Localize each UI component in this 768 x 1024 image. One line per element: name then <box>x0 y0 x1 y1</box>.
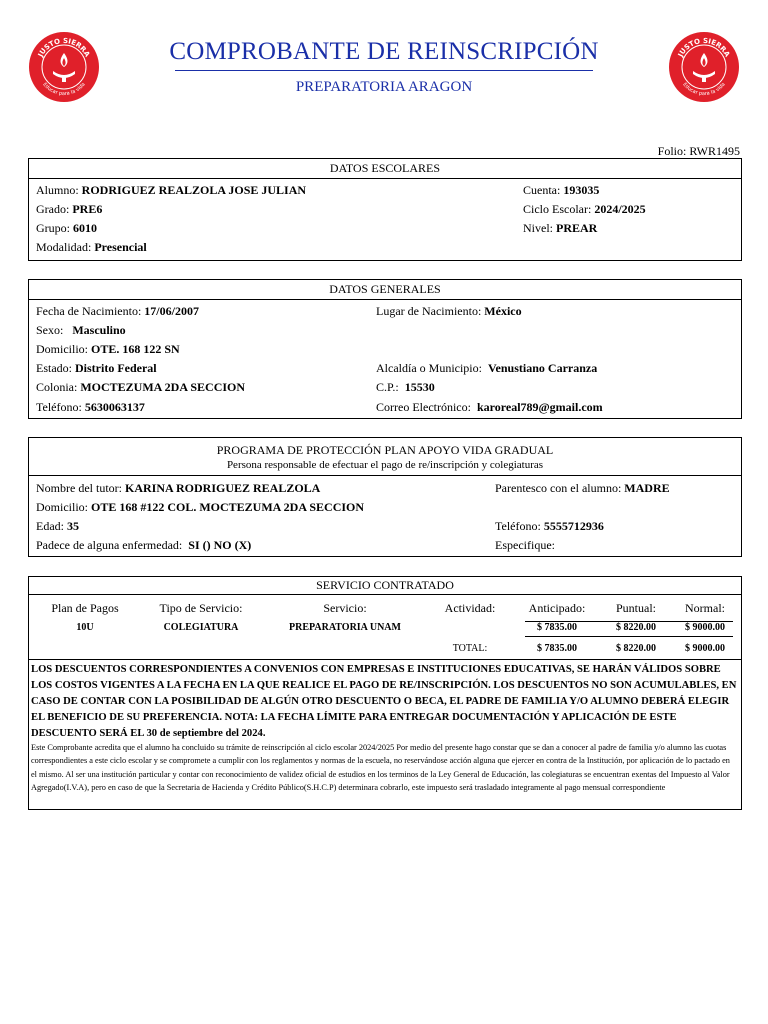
fecha-nacimiento-field: Fecha de Nacimiento: 17/06/2007 <box>36 304 199 318</box>
enfermedad-field: Padece de alguna enfermedad: SI () NO (X) <box>36 538 252 552</box>
cell-servicio: PREPARATORIA UNAM <box>289 622 401 633</box>
total-normal: $ 9000.00 <box>685 643 725 654</box>
justo-sierra-logo-right <box>668 31 740 103</box>
sexo-field: Sexo: Masculino <box>36 323 126 337</box>
grupo-field: Grupo: 6010 <box>36 221 97 235</box>
parentesco-field: Parentesco con el alumno: MADRE <box>495 481 670 495</box>
alumno-field: Alumno: RODRIGUEZ REALZOLA JOSE JULIAN <box>36 183 307 197</box>
title-underline <box>175 70 593 71</box>
row-top-rule <box>525 621 733 622</box>
header-servicio: Servicio: <box>323 601 367 615</box>
header-actividad: Actividad: <box>444 601 496 615</box>
justo-sierra-logo-left <box>28 31 100 103</box>
correo-field: Correo Electrónico: karoreal789@gmail.com <box>376 400 603 414</box>
folio: Folio: RWR1495 <box>657 144 740 158</box>
datos-generales-section <box>28 279 742 419</box>
domicilio-field: Domicilio: OTE. 168 122 SN <box>36 342 180 356</box>
page-subtitle: PREPARATORIA ARAGON <box>295 79 473 95</box>
alcaldia-field: Alcaldía o Municipio: Venustiano Carranza <box>376 361 598 375</box>
tutor-telefono-field: Teléfono: 5555712936 <box>495 519 604 533</box>
programa-proteccion-section <box>28 437 742 557</box>
header-plan: Plan de Pagos <box>51 601 119 615</box>
logo-text-top: JUSTO SIERRA <box>676 36 732 59</box>
cell-normal: $ 9000.00 <box>685 622 725 633</box>
datos-escolares-section <box>28 158 742 261</box>
logo-text-top: JUSTO SIERRA <box>36 36 92 59</box>
lugar-nacimiento-field: Lugar de Nacimiento: México <box>376 304 522 318</box>
grado-field: Grado: PRE6 <box>36 202 103 216</box>
logo-text-bottom: Educar para la vida <box>41 81 87 98</box>
page-title: COMPROBANTE DE REINSCRIPCIÓN <box>169 38 599 65</box>
cell-puntual: $ 8220.00 <box>616 622 656 633</box>
aviso-descuentos: LOS DESCUENTOS CORRESPONDIENTES A CONVENIOS CON EMPRESAS E INSTITUCIONES EDUCATIVAS, SE HARÁN VÁLIDOS SOBRE LOS COSTOS VIGENTES A LA FECHA EN LA QUE REALICE EL PAGO DE RE/INSCRIPCIÓN. LOS DESCUENTOS NO SON ACUMULABLES, EN CASO DE CONTAR CON LA POSIBILIDAD DE ALGÚN OTRO DESCUENTO O BECA, EL PADRE DE FAMILIA Y/O ALUMNO DEBERÁ ELEGIR EL BENEFICIO DE SU PREFERENCIA. NOTA: LA FECHA LÍMITE PARA ENTREGAR DOCUMENTACIÓN Y APLICACIÓN DE ESTE DESCUENTO SERÁ EL 30 de septiembre del 2024. <box>31 664 737 739</box>
aviso-legal: Este Comprobante acredita que el alumno ha concluido su trámite de reinscripción al ciclo escolar 2024/2025 Por medio del presente hago constar que se dan a conocer al padre de familia y/o alumno las cuotas correspondientes a este ciclo escolar y se compromete a cumplir con los reglamentos y normas de la escuela, no reservándose acción alguna que ejercer en contra de la Institución, por aplicación de lo pactado en el mismo. Al ser una institución particular y contar con reconocimiento de validez oficial de estudios en los terminos de la Ley General de Educación, las colegiaturas se encuentran exentas del Impuesto al Valor Agregado(I.V.A), pero en caso de que la Secretaria de Hacienda y Crédito Público(S.H.C.P) determinara cobrarlo, este impuesto será trasladado integramente al pago mensual correspondiente <box>31 743 730 793</box>
logo-text-bottom: Educar para la vida <box>681 81 727 98</box>
total-anticipado: $ 7835.00 <box>537 643 577 654</box>
section-title: DATOS ESCOLARES <box>29 159 741 179</box>
tutor-domicilio-field: Domicilio: OTE 168 #122 COL. MOCTEZUMA 2DA SECCION <box>36 500 365 514</box>
nivel-field: Nivel: PREAR <box>523 221 598 235</box>
header-puntual: Puntual: <box>615 601 656 615</box>
cell-tipo: COLEGIATURA <box>163 622 239 633</box>
telefono-field: Teléfono: 5630063137 <box>36 400 145 414</box>
tutor-field: Nombre del tutor: KARINA RODRIGUEZ REALZOLA <box>36 481 321 495</box>
cuenta-field: Cuenta: 193035 <box>523 183 600 197</box>
header-anticipado: Anticipado: <box>528 601 586 615</box>
section-title: SERVICIO CONTRATADO <box>29 577 741 595</box>
cell-anticipado: $ 7835.00 <box>537 622 577 633</box>
section-subtitle: Persona responsable de efectuar el pago de re/inscripción y colegiaturas <box>226 459 544 471</box>
section-title: DATOS GENERALES <box>29 280 741 300</box>
total-label: TOTAL: <box>452 643 488 654</box>
cp-field: C.P.: 15530 <box>376 380 435 394</box>
header-normal: Normal: <box>685 601 725 615</box>
estado-field: Estado: Distrito Federal <box>36 361 157 375</box>
colonia-field: Colonia: MOCTEZUMA 2DA SECCION <box>36 380 246 394</box>
row-bottom-rule <box>525 636 733 637</box>
cell-plan: 10U <box>76 622 94 633</box>
especifique-field: Especifique: <box>495 538 555 552</box>
modalidad-field: Modalidad: Presencial <box>36 240 147 254</box>
section-title: PROGRAMA DE PROTECCIÓN PLAN APOYO VIDA GRADUAL <box>216 443 554 457</box>
ciclo-field: Ciclo Escolar: 2024/2025 <box>523 202 646 216</box>
edad-field: Edad: 35 <box>36 519 79 533</box>
servicio-contratado-section <box>28 576 742 660</box>
header-tipo: Tipo de Servicio: <box>159 601 243 615</box>
total-puntual: $ 8220.00 <box>616 643 656 654</box>
aviso-section <box>28 659 742 810</box>
